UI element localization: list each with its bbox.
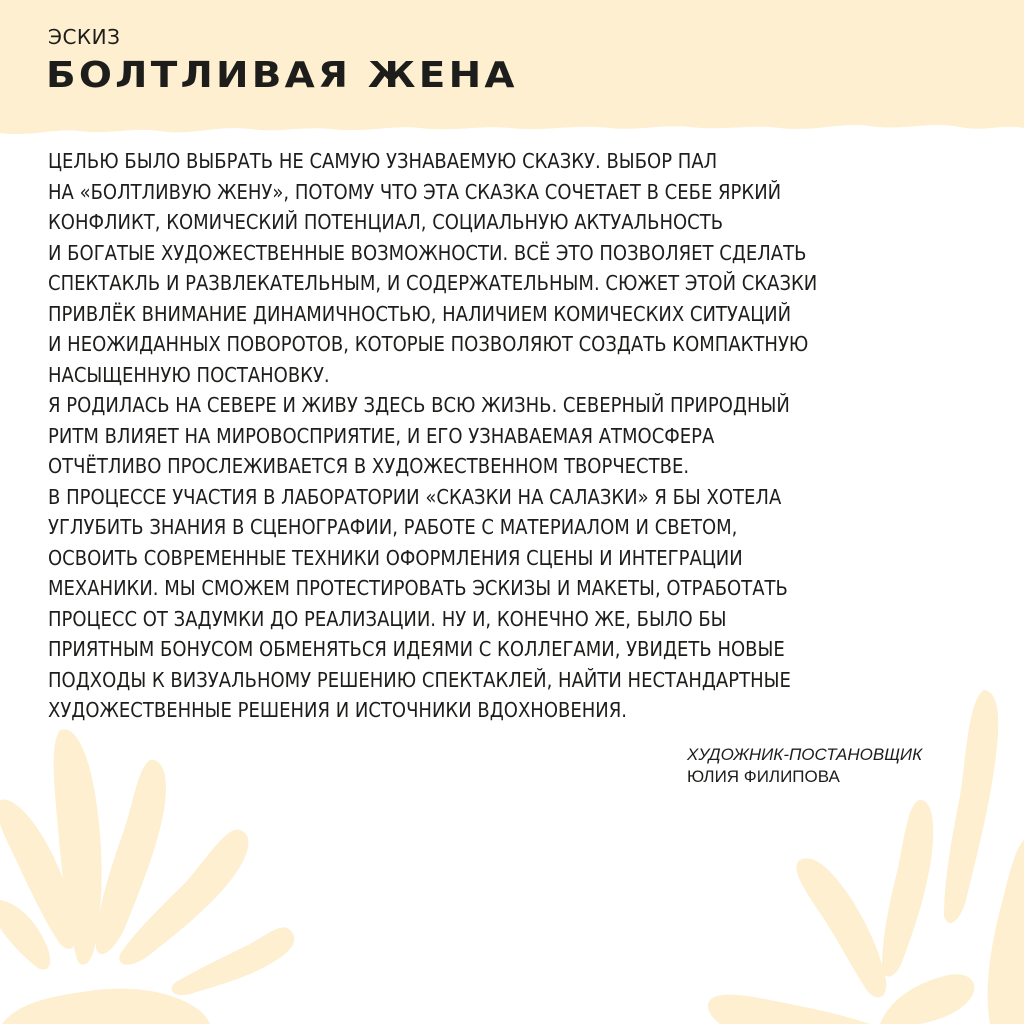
- body-line: УГЛУБИТЬ ЗНАНИЯ В СЦЕНОГРАФИИ, РАБОТЕ С МАТЕРИАЛОМ И СВЕТОМ,: [48, 515, 738, 539]
- body-line: ХУДОЖЕСТВЕННЫЕ РЕШЕНИЯ И ИСТОЧНИКИ ВДОХНОВЕНИЯ.: [48, 698, 627, 722]
- body-line: И БОГАТЫЕ ХУДОЖЕСТВЕННЫЕ ВОЗМОЖНОСТИ. ВСЁ ЭТО ПОЗВОЛЯЕТ СДЕЛАТЬ: [48, 240, 807, 265]
- body-line: ОТЧЁТЛИВО ПРОСЛЕЖИВАЕТСЯ В ХУДОЖЕСТВЕННОМ ТВОРЧЕСТВЕ.: [48, 454, 690, 478]
- body-line: ОСВОИТЬ СОВРЕМЕННЫЕ ТЕХНИКИ ОФОРМЛЕНИЯ СЦЕНЫ И ИНТЕГРАЦИИ: [48, 545, 743, 570]
- signature: [687, 744, 922, 788]
- body-line: ЦЕЛЬЮ БЫЛО ВЫБРАТЬ НЕ САМУЮ УЗНАВАЕМУЮ СКАЗКУ. ВЫБОР ПАЛ: [48, 149, 718, 173]
- body-line: СПЕКТАКЛЬ И РАЗВЛЕКАТЕЛЬНЫМ, И СОДЕРЖАТЕЛЬНЫМ. СЮЖЕТ ЭТОЙ СКАЗКИ: [48, 271, 818, 295]
- body-text: [48, 146, 858, 726]
- body-line: ПОДХОДЫ К ВИЗУАЛЬНОМУ РЕШЕНИЮ СПЕКТАКЛЕЙ, НАЙТИ НЕСТАНДАРТНЫЕ: [48, 667, 791, 692]
- flower-right-decoration: [708, 690, 1024, 1024]
- body-line: Я РОДИЛАСЬ НА СЕВЕРЕ И ЖИВУ ЗДЕСЬ ВСЮ ЖИЗНЬ. СЕВЕРНЫЙ ПРИРОДНЫЙ: [48, 393, 790, 417]
- body-line: РИТМ ВЛИЯЕТ НА МИРОВОСПРИЯТИЕ, И ЕГО УЗНАВАЕМАЯ АТМОСФЕРА: [48, 423, 715, 448]
- body-line: ПРИВЛЁК ВНИМАНИЕ ДИНАМИЧНОСТЬЮ, НАЛИЧИЕМ КОМИЧЕСКИХ СИТУАЦИЙ: [48, 301, 792, 326]
- body-line: НА «БОЛТЛИВУЮ ЖЕНУ», ПОТОМУ ЧТО ЭТА СКАЗКА СОЧЕТАЕТ В СЕБЕ ЯРКИЙ: [48, 179, 782, 204]
- body-line: КОНФЛИКТ, КОМИЧЕСКИЙ ПОТЕНЦИАЛ, СОЦИАЛЬНУЮ АКТУАЛЬНОСТЬ: [48, 210, 724, 234]
- section-kicker: ЭСКИЗ: [48, 25, 121, 49]
- signature-name: ЮЛИЯ ФИЛИПОВА: [687, 767, 840, 786]
- page-title: БОЛТЛИВАЯ ЖЕНА: [46, 55, 518, 96]
- body-line: МЕХАНИКИ. МЫ СМОЖЕМ ПРОТЕСТИРОВАТЬ ЭСКИЗЫ И МАКЕТЫ, ОТРАБОТАТЬ: [48, 576, 788, 600]
- signature-role: ХУДОЖНИК-ПОСТАНОВЩИК: [687, 745, 923, 764]
- flower-left-decoration: [0, 729, 294, 1024]
- body-line: В ПРОЦЕССЕ УЧАСТИЯ В ЛАБОРАТОРИИ «СКАЗКИ НА САЛАЗКИ» Я БЫ ХОТЕЛА: [48, 484, 782, 509]
- body-line: НАСЫЩЕННУЮ ПОСТАНОВКУ.: [48, 362, 330, 387]
- body-line: И НЕОЖИДАННЫХ ПОВОРОТОВ, КОТОРЫЕ ПОЗВОЛЯЮТ СОЗДАТЬ КОМПАКТНУЮ: [48, 332, 809, 356]
- body-line: ПРИЯТНЫМ БОНУСОМ ОБМЕНЯТЬСЯ ИДЕЯМИ С КОЛЛЕГАМИ, УВИДЕТЬ НОВЫЕ: [48, 637, 785, 661]
- body-line: ПРОЦЕСС ОТ ЗАДУМКИ ДО РЕАЛИЗАЦИИ. НУ И, КОНЕЧНО ЖЕ, БЫЛО БЫ: [48, 606, 727, 631]
